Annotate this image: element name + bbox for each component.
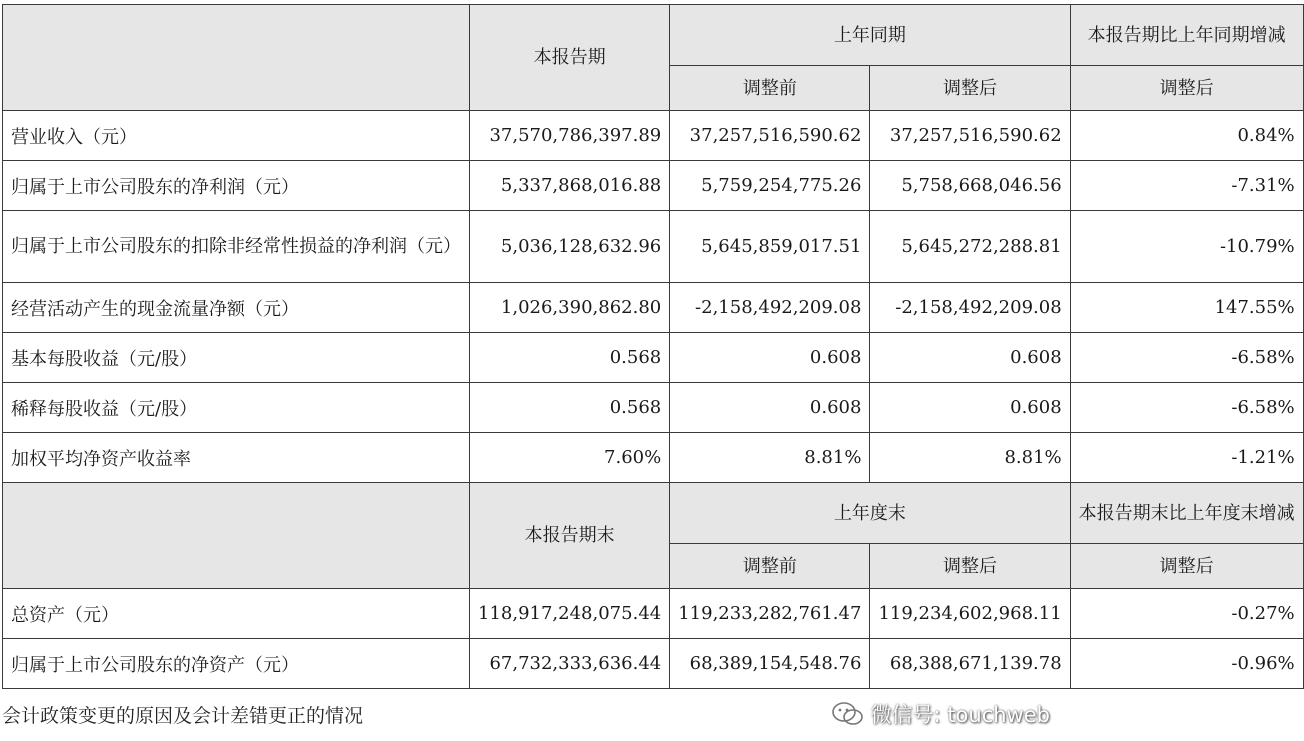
table-row (3, 639, 1304, 689)
table-row (3, 283, 1304, 333)
table-row (3, 111, 1304, 161)
value-after: 119,234,602,968.11 (870, 589, 1070, 639)
value-after: 68,388,671,139.78 (870, 639, 1070, 689)
header-after: 调整后 (870, 66, 1070, 111)
wechat-icon (831, 700, 865, 728)
value-before: 37,257,516,590.62 (670, 111, 870, 161)
row-label: 经营活动产生的现金流量净额（元） (3, 283, 470, 333)
header-blank (3, 483, 470, 589)
table-row (3, 433, 1304, 483)
footer (0, 697, 1080, 741)
table-row (3, 211, 1304, 283)
value-change: -1.21% (1070, 433, 1303, 483)
value-current: 1,026,390,862.80 (470, 283, 670, 333)
value-change: -6.58% (1070, 383, 1303, 433)
header-before: 调整前 (670, 544, 870, 589)
value-before: 5,645,859,017.51 (670, 211, 870, 283)
value-change: -7.31% (1070, 161, 1303, 211)
financial-table (2, 4, 1304, 689)
header-change-sub: 调整后 (1070, 544, 1303, 589)
header-row (3, 5, 1304, 66)
row-label: 基本每股收益（元/股） (3, 333, 470, 383)
value-change: -10.79% (1070, 211, 1303, 283)
value-current: 0.568 (470, 333, 670, 383)
value-current: 118,917,248,075.44 (470, 589, 670, 639)
header-row (3, 483, 1304, 544)
value-change: -0.27% (1070, 589, 1303, 639)
value-change: 0.84% (1070, 111, 1303, 161)
value-before: -2,158,492,209.08 (670, 283, 870, 333)
value-after: 5,645,272,288.81 (870, 211, 1070, 283)
watermark-text: 微信号: touchweb (870, 703, 1050, 727)
value-current: 67,732,333,636.44 (470, 639, 670, 689)
value-current: 37,570,786,397.89 (470, 111, 670, 161)
header-prior: 上年度末 (670, 483, 1070, 544)
value-before: 0.608 (670, 333, 870, 383)
row-label: 归属于上市公司股东的净利润（元） (3, 161, 470, 211)
row-label: 归属于上市公司股东的扣除非经常性损益的净利润（元） (3, 211, 470, 283)
row-label: 归属于上市公司股东的净资产（元） (3, 639, 470, 689)
value-change: 147.55% (1070, 283, 1303, 333)
value-before: 5,759,254,775.26 (670, 161, 870, 211)
header-change: 本报告期末比上年度末增减 (1070, 483, 1303, 544)
value-current: 7.60% (470, 433, 670, 483)
header-prior: 上年同期 (670, 5, 1070, 66)
value-change: -0.96% (1070, 639, 1303, 689)
header-current: 本报告期末 (470, 483, 670, 589)
value-before: 0.608 (670, 383, 870, 433)
header-change-sub: 调整后 (1070, 66, 1303, 111)
table-row (3, 383, 1304, 433)
value-current: 5,337,868,016.88 (470, 161, 670, 211)
header-before: 调整前 (670, 66, 870, 111)
row-label: 总资产（元） (3, 589, 470, 639)
header-after: 调整后 (870, 544, 1070, 589)
value-after: 5,758,668,046.56 (870, 161, 1070, 211)
value-before: 119,233,282,761.47 (670, 589, 870, 639)
value-before: 68,389,154,548.76 (670, 639, 870, 689)
watermark (831, 699, 1050, 729)
row-label: 营业收入（元） (3, 111, 470, 161)
value-change: -6.58% (1070, 333, 1303, 383)
footer-cut-text: 会计政策变更的原因及会计差错更正的情况 (2, 705, 364, 727)
value-current: 5,036,128,632.96 (470, 211, 670, 283)
value-after: 0.608 (870, 333, 1070, 383)
row-label: 加权平均净资产收益率 (3, 433, 470, 483)
row-label: 稀释每股收益（元/股） (3, 383, 470, 433)
value-after: -2,158,492,209.08 (870, 283, 1070, 333)
table-row (3, 333, 1304, 383)
header-change: 本报告期比上年同期增减 (1070, 5, 1303, 66)
header-blank (3, 5, 470, 111)
header-current: 本报告期 (470, 5, 670, 111)
value-after: 8.81% (870, 433, 1070, 483)
value-after: 37,257,516,590.62 (870, 111, 1070, 161)
table-row (3, 161, 1304, 211)
value-current: 0.568 (470, 383, 670, 433)
value-before: 8.81% (670, 433, 870, 483)
table-row (3, 589, 1304, 639)
value-after: 0.608 (870, 383, 1070, 433)
